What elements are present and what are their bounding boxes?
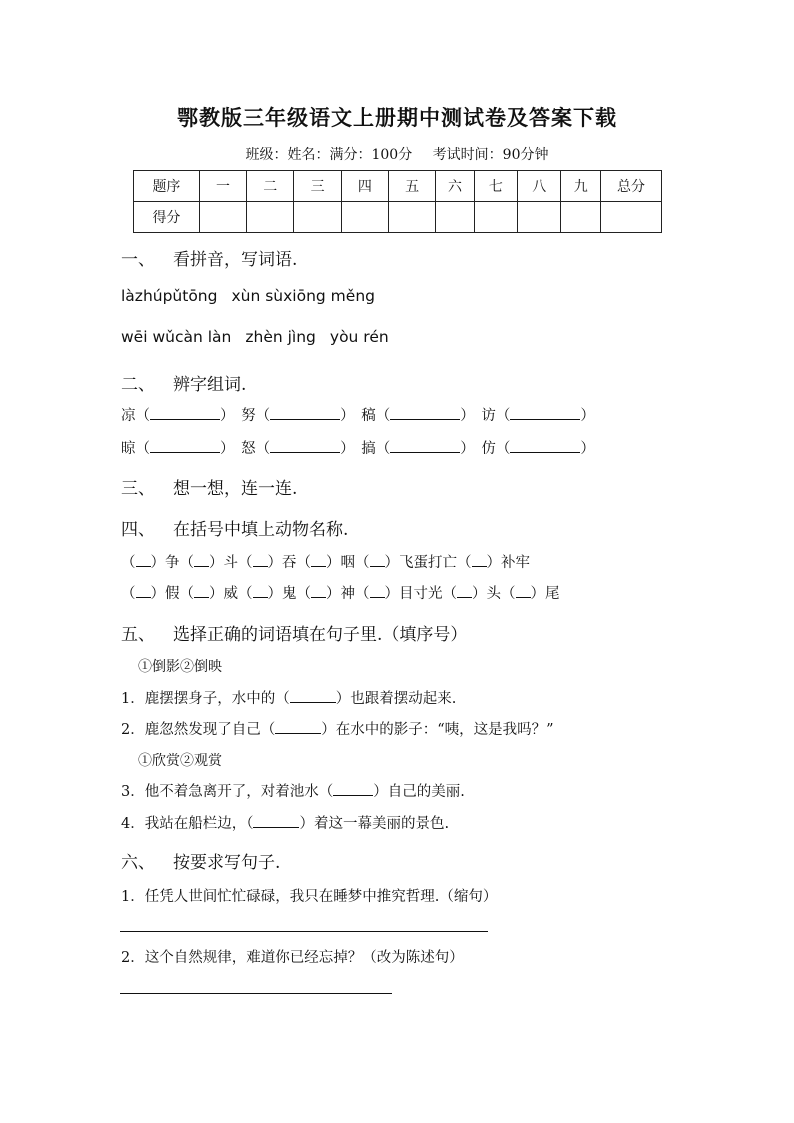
answer-line[interactable] [120,931,488,932]
char-group-row-1 [121,404,597,425]
score-header-cell: 六 [436,171,474,202]
pinyin-word: wēi wǔcàn làn [121,328,232,346]
answer-blank[interactable] [150,452,220,453]
question-text: 3．他不着急离开了，对着池水（ [121,784,334,800]
page-title: 鄂教版三年级语文上册期中测试卷及答案下载 [177,105,617,130]
answer-blank[interactable] [370,566,385,567]
pinyin-line-1 [121,287,389,305]
phrase-part: 飞蛋打亡 [399,555,457,571]
answer-blank[interactable] [311,597,326,598]
score-cell[interactable] [436,202,474,233]
phrase-part: 争 [165,555,180,571]
char-group: 晾（ ） [121,441,235,457]
char: 仿 [481,441,496,457]
answer-blank[interactable] [472,566,487,567]
answer-blank[interactable] [253,827,299,828]
exam-info-time: 考试时间：90分钟 [432,147,549,163]
section-2-heading [121,370,246,395]
score-cell[interactable] [474,202,517,233]
score-header-cell: 五 [389,171,436,202]
animal-row-1: （ ）争（ ）斗（ ）吞（ ）咽（ ）飞蛋打亡（ ）补牢 [121,555,530,571]
score-cell[interactable] [247,202,294,233]
section-number: 一、 [121,250,155,270]
answer-blank[interactable] [510,419,580,420]
question-6-1: 1．任凭人世间忙忙碌碌，我只在睡梦中推究哲理.（缩句） [121,889,498,905]
question-5-3 [121,780,465,801]
section-4-heading [121,515,348,540]
answer-blank[interactable] [510,452,580,453]
char: 努 [241,408,256,424]
section-title: 按要求写句子. [173,853,281,873]
score-cell[interactable] [389,202,436,233]
phrase-part: 假 [165,586,180,602]
question-text: 1．鹿摆摆身子，水中的（ [121,691,290,707]
answer-blank[interactable] [194,597,209,598]
answer-blank[interactable] [333,795,373,796]
answer-blank[interactable] [194,566,209,567]
word-options-1: ①倒影②倒映 [138,659,222,675]
score-header-cell: 二 [247,171,294,202]
phrase-part: 补牢 [501,555,530,571]
score-header-cell: 七 [474,171,517,202]
section-title: 看拼音，写词语. [173,250,298,270]
section-title: 辨字组词. [173,375,247,395]
answer-blank[interactable] [516,597,531,598]
question-5-2 [121,718,554,739]
question-text: ）在水中的影子：“咦，这是我吗？” [321,722,554,738]
exam-info-class: 班级：姓名：满分：100分 [245,147,413,163]
answer-blank[interactable] [311,566,326,567]
question-text: ）自己的美丽. [373,784,465,800]
char: 晾 [121,441,136,457]
pinyin-word: yòu rén [329,328,389,346]
char: 搞 [361,441,376,457]
score-table [133,170,662,233]
section-1-heading [121,245,297,270]
pinyin-word: zhèn jìng [245,328,316,346]
section-number: 三、 [121,479,155,499]
answer-line[interactable] [120,993,392,994]
score-header-cell: 四 [341,171,388,202]
score-cell[interactable] [561,202,600,233]
score-cell[interactable] [341,202,388,233]
animal-row-2: （ ）假（ ）威（ ）鬼（ ）神（ ）目寸光（ ）头（ ）尾 [121,586,560,602]
phrase-part: 斗 [223,555,238,571]
word-options-2: ①欣赏②观赏 [138,753,222,769]
phrase-part: 鬼 [282,586,297,602]
score-header-cell: 九 [561,171,600,202]
phrase-part: 头 [486,586,501,602]
score-header-cell: 八 [518,171,561,202]
char-group: 怒（ ） [241,441,355,457]
answer-blank[interactable] [150,419,220,420]
pinyin-word: làzhúpǔtōng [121,287,218,305]
score-cell[interactable] [518,202,561,233]
section-title: 选择正确的词语填在句子里.（填序号） [173,625,468,645]
char-group: 稿（ ） [361,408,475,424]
answer-blank[interactable] [253,566,268,567]
score-cell[interactable] [294,202,341,233]
pinyin-word: xùn sùxiōng měng [231,287,375,305]
question-5-4 [121,812,449,833]
score-table-header-row [134,171,662,202]
char-group: 搞（ ） [361,441,475,457]
section-number: 五、 [121,625,155,645]
phrase-part: 威 [223,586,238,602]
section-title: 在括号中填上动物名称. [173,520,349,540]
question-text: ）着这一幕美丽的景色. [299,816,450,832]
phrase-part: 尾 [545,586,560,602]
score-header-cell: 一 [199,171,246,202]
question-text: 4．我站在船栏边，（ [121,816,254,832]
score-cell[interactable] [600,202,661,233]
question-text: 2．鹿忽然发现了自己（ [121,722,276,738]
char: 凉 [121,408,136,424]
phrase-part: 目寸光 [399,586,443,602]
answer-blank[interactable] [136,597,151,598]
phrase-part: 吞 [282,555,297,571]
answer-blank[interactable] [290,702,336,703]
score-row-label: 得分 [134,202,200,233]
answer-blank[interactable] [457,597,472,598]
char: 稿 [361,408,376,424]
answer-blank[interactable] [275,733,321,734]
section-6-heading [121,848,280,873]
char: 访 [481,408,496,424]
section-title: 想一想，连一连. [173,479,298,499]
answer-blank[interactable] [390,452,460,453]
char: 怒 [241,441,256,457]
question-6-2: 2．这个自然规律，难道你已经忘掉？（改为陈述句） [121,950,464,966]
phrase-part: 咽 [340,555,355,571]
score-header-cell: 总分 [600,171,661,202]
score-table-score-row [134,202,662,233]
char-group-row-2 [121,437,597,458]
answer-blank[interactable] [270,452,340,453]
section-number: 四、 [121,520,155,540]
char-group: 凉（ ） [121,408,235,424]
pinyin-line-2 [121,328,403,346]
section-5-heading [121,620,467,645]
score-header-cell: 题序 [134,171,200,202]
char-group: 努（ ） [241,408,355,424]
answer-blank[interactable] [270,419,340,420]
score-header-cell: 三 [294,171,341,202]
answer-blank[interactable] [253,597,268,598]
answer-blank[interactable] [136,566,151,567]
char-group: 仿（ ） [481,441,595,457]
section-3-heading [121,474,297,499]
score-cell[interactable] [199,202,246,233]
question-5-1 [121,687,456,708]
section-number: 二、 [121,375,155,395]
question-text: ）也跟着摆动起来. [335,691,457,707]
exam-info [0,144,794,164]
phrase-part: 神 [340,586,355,602]
answer-blank[interactable] [390,419,460,420]
answer-blank[interactable] [370,597,385,598]
section-number: 六、 [121,853,155,873]
char-group: 访（ ） [481,408,595,424]
